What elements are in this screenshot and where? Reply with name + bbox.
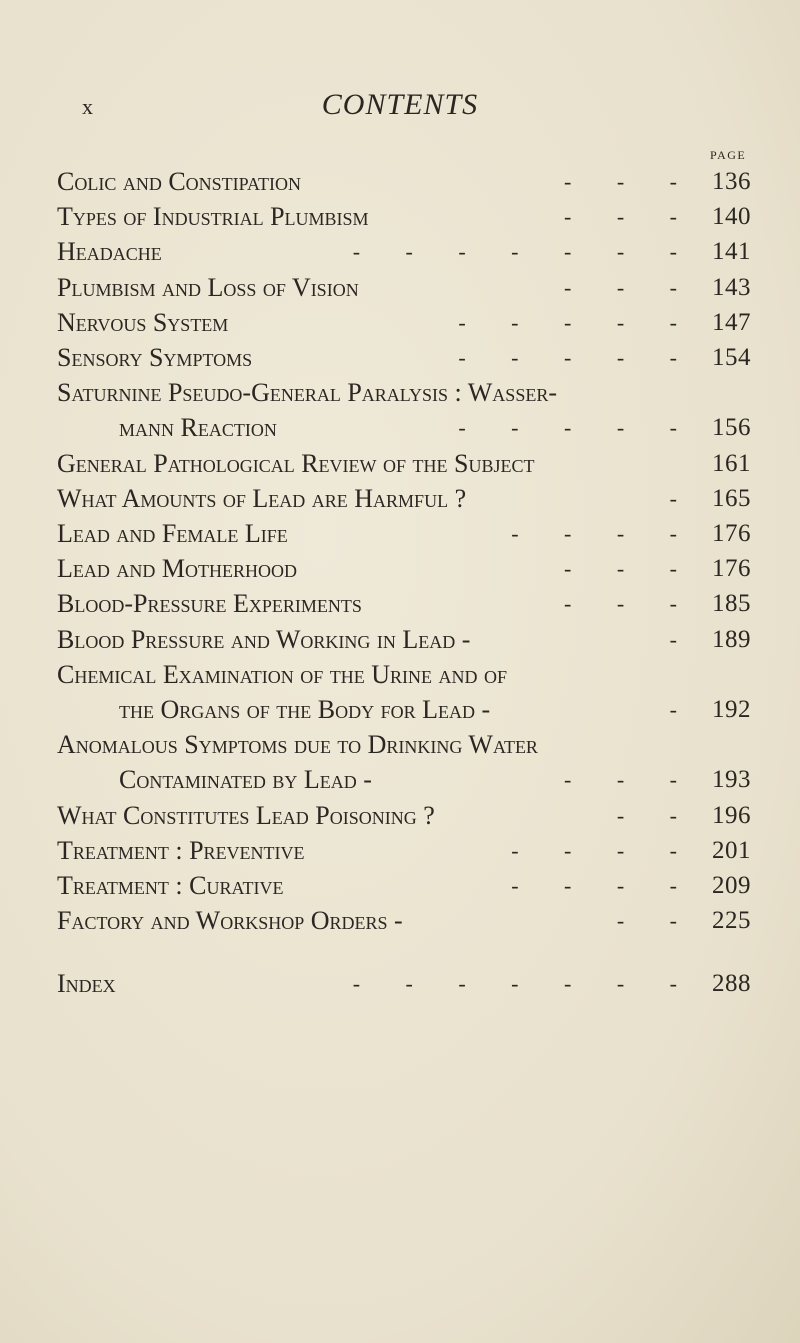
toc-leader: - - - <box>564 591 697 617</box>
toc-page-number: 201 <box>712 836 751 864</box>
toc-index-entry <box>57 966 777 1001</box>
toc-entry <box>57 164 777 199</box>
toc-entry-title-continuation: the Organs of the Body for Lead - <box>119 695 491 725</box>
toc-leader: - <box>669 626 697 652</box>
toc-page-number: 176 <box>712 555 751 583</box>
toc-entry <box>57 481 777 516</box>
toc-page-number: 136 <box>712 168 751 195</box>
toc-leader: - - - <box>564 274 697 300</box>
toc-leader: - - - - - <box>458 415 697 441</box>
toc-leader: - - <box>616 802 697 828</box>
toc-entry-title-line: Saturnine Pseudo-General Paralysis : Wasser- <box>57 378 557 408</box>
toc-page-number: 185 <box>712 590 751 618</box>
toc-leader: - <box>669 485 697 511</box>
toc-entry-title: Treatment : Curative <box>57 871 284 901</box>
toc-page-number: 193 <box>712 766 751 794</box>
folio: x <box>82 94 94 119</box>
toc-page-number: 165 <box>712 484 751 512</box>
toc-page-number: 189 <box>712 625 751 653</box>
toc-entry-title: Index <box>57 969 116 999</box>
toc-entry <box>57 234 777 269</box>
toc-page-number: 143 <box>712 273 751 301</box>
toc-entry <box>57 903 777 938</box>
toc-page-number: 192 <box>712 696 751 724</box>
toc-page-number: 196 <box>712 801 751 829</box>
toc-entry <box>57 622 777 657</box>
toc-entry <box>57 446 777 481</box>
toc-leader: - - - - <box>511 873 697 899</box>
toc-entry-title: Colic and Constipation <box>57 167 302 196</box>
toc-entry <box>57 586 777 621</box>
toc-entry <box>57 199 777 234</box>
toc-entry <box>57 798 777 833</box>
toc-page-number: 209 <box>712 872 751 900</box>
toc-leader: - - - <box>564 169 697 194</box>
toc-page-number: 156 <box>712 414 751 442</box>
toc-leader: - - - - - - - <box>352 971 697 997</box>
toc-leader: - - - - - <box>458 345 697 371</box>
toc-page-number: 140 <box>712 203 751 231</box>
toc-entry-title: Treatment : Preventive <box>57 835 305 865</box>
toc-leader: - - <box>616 908 697 934</box>
toc-entry-title: Headache <box>57 237 162 267</box>
toc-leader: - - - <box>564 204 697 230</box>
toc-entry <box>57 270 777 305</box>
toc-entry-title: Lead and Female Life <box>57 519 288 549</box>
toc-entry <box>57 340 777 375</box>
toc-leader: - - - - <box>511 521 697 547</box>
toc-entry-title: Plumbism and Loss of Vision <box>57 272 359 302</box>
toc-leader: - - - - - - - <box>352 239 697 265</box>
toc-page-number: 141 <box>712 238 751 266</box>
toc-entry-title: Blood Pressure and Working in Lead - <box>57 624 471 654</box>
toc-leader: - <box>669 697 697 723</box>
toc-entry <box>57 727 777 797</box>
running-head <box>0 88 800 128</box>
toc-entry-title-continuation: Contaminated by Lead - <box>119 765 372 795</box>
toc-entry-title: General Pathological Review of the Subject <box>57 448 535 478</box>
toc-entry <box>57 868 777 903</box>
toc-entry-title: Nervous System <box>57 307 229 337</box>
toc-leader: - - - <box>564 767 697 793</box>
toc-page-number: 176 <box>712 520 751 548</box>
toc-entry-title: Sensory Symptoms <box>57 343 253 373</box>
toc-entry-title: What Amounts of Lead are Harmful ? <box>57 483 467 513</box>
toc-entry <box>57 833 777 868</box>
toc-entry <box>57 657 777 727</box>
toc-entry <box>57 305 777 340</box>
toc-entry-title: Types of Industrial Plumbism <box>57 202 369 232</box>
table-of-contents <box>57 164 777 1002</box>
toc-page-number: 154 <box>712 344 751 372</box>
toc-page-number: 147 <box>712 308 751 336</box>
toc-entry <box>57 375 777 445</box>
toc-page-number: 288 <box>712 970 751 998</box>
toc-entry-title-line: Chemical Examination of the Urine and of <box>57 659 507 689</box>
toc-entry <box>57 516 777 551</box>
toc-page-number: 225 <box>712 907 751 935</box>
page-title: CONTENTS <box>321 88 479 121</box>
toc-leader: - - - - - <box>458 309 697 335</box>
toc-entry-title-line: Anomalous Symptoms due to Drinking Water <box>57 730 538 760</box>
toc-leader: - - - - <box>511 837 697 863</box>
toc-page-number: 161 <box>712 449 751 477</box>
toc-entry-title: Blood-Pressure Experiments <box>57 589 362 619</box>
toc-entry-title-continuation: mann Reaction <box>119 413 277 443</box>
toc-entry-title: Factory and Workshop Orders - <box>57 906 403 936</box>
toc-entry <box>57 551 777 586</box>
toc-entry-title: Lead and Motherhood <box>57 554 297 584</box>
page-column-label: PAGE <box>710 148 747 162</box>
toc-leader: - - - <box>564 556 697 582</box>
toc-entry-title: What Constitutes Lead Poisoning ? <box>57 800 435 830</box>
